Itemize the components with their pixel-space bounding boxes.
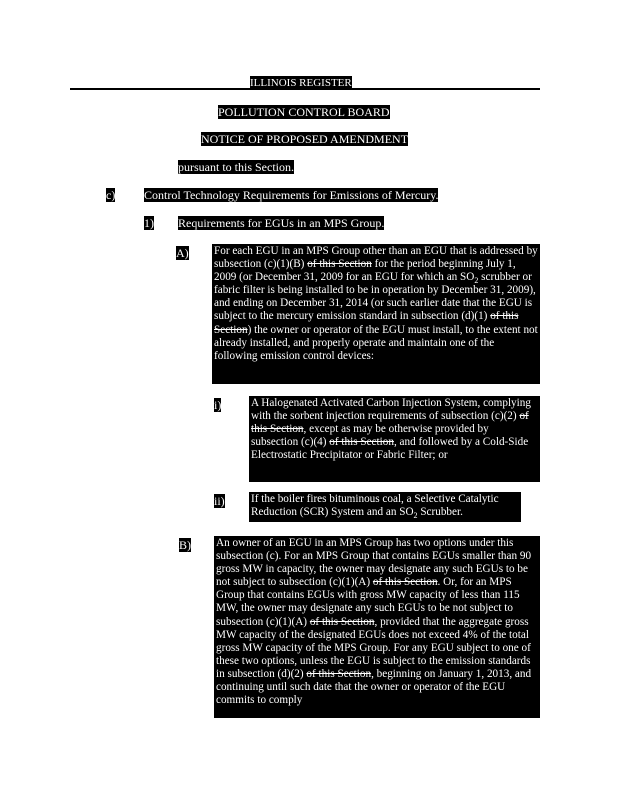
item-i-label: i) (214, 398, 222, 412)
section-c-label: c) (106, 188, 116, 202)
board-title: POLLUTION CONTROL BOARD (218, 105, 390, 119)
item-a-text: For each EGU in an MPS Group other than an EGU that is addressed by subsection (c)(1)(B) of this Section for the period beginning July 1, 2009 (or December 31, 2009 for an EGU for which an $SO_2$ scrubber or fabric filter is being installed to be in operation by December 31, 2009), and ending on December 31, 2014 (or such earlier date that the EGU is subject to the mercury emission standard in subsection (d)(1) of this Section) the owner or operator of the EGU must install, to the extent not already installed, and properly operate and maintain one of the following emission control devices: (212, 244, 540, 384)
item-b-text: An owner of an EGU in an MPS Group has two options under this subsection (c). For an MPS Group that contains EGUs smaller than 90 gross MW in capacity, the owner may designate any such EGUs to be not subject to subsection (c)(1)(A) of this Section. Or, for an MPS Group that contains EGUs with gross MW capacity of less than 115 MW, the owner may designate any such EGUs to be not subject to subsection (c)(1)(A) of this Section, provided that the aggregate gross MW capacity of the designated EGUs does not exceed 4% of the total gross MW capacity of the MPS Group. For any EGU subject to one of these two options, unless the EGU is subject to the emission standards in subsection (d)(2) of this Section, beginning on January 1, 2013, and continuing until such date that the owner or operator of the EGU commits to comply (214, 536, 540, 718)
item-ii-text: If the boiler fires bituminous coal, a Selective Catalytic Reduction (SCR) System and an $SO_2$ Scrubber. (249, 492, 521, 522)
item-1-label: 1) (144, 216, 154, 230)
intro-text: pursuant to this Section. (178, 160, 294, 174)
item-b-label: B) (179, 538, 191, 552)
item-ii-label: ii) (214, 494, 225, 508)
register-title: ILLINOIS REGISTER (250, 77, 352, 89)
item-a-label: A) (176, 246, 189, 260)
section-c-title: Control Technology Requirements for Emissions of Mercury. (144, 188, 439, 202)
item-i-text: A Halogenated Activated Carbon Injection System, complying with the sorbent injection requirements of subsection (c)(2) of this Section, except as may be otherwise provided by subsection (c)(4) of this Section, and followed by a Cold-Side Electrostatic Precipitator or Fabric Filter; or (249, 396, 540, 482)
notice-title: NOTICE OF PROPOSED AMENDMENT (201, 132, 409, 146)
item-1-title: Requirements for EGUs in an MPS Group. (178, 216, 385, 230)
